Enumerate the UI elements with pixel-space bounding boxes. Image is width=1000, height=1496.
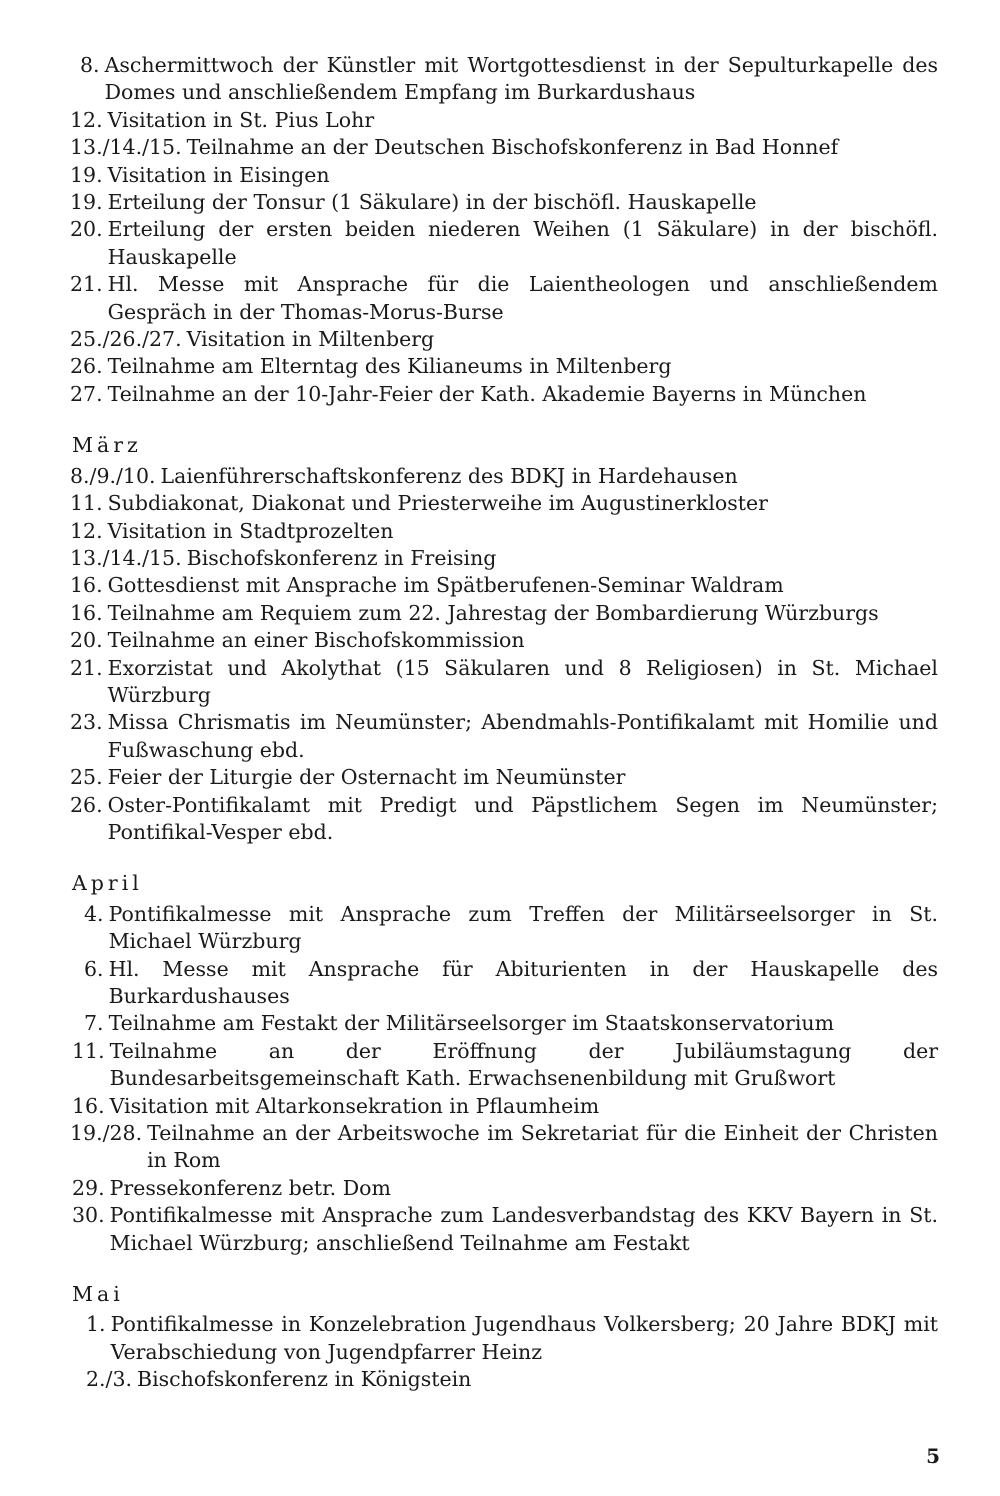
entry-date: 30. [72,1203,105,1228]
entry-text: Bischofskonferenz in Freising [186,545,497,570]
entry-date: 16. [72,1093,105,1118]
list-item [70,52,938,107]
entry-text: Teilnahme an einer Bischofskommission [107,628,525,653]
entry-text: Pontifikalmesse mit Ansprache zum Treffen der Militärseelsorger in St. Michael Würzburg [108,901,938,954]
entry-text: Pontifikalmesse in Konzelebration Jugendhaus Volkersberg; 20 Jahre BDKJ mit Verabschiedung von Jugendpfarrer Heinz [110,1312,938,1364]
entry-text: Erteilung der ersten beiden niederen Weihen (1 Säkulare) in der bischöfl. Hauskapelle [107,217,938,269]
list-item [70,545,938,572]
entry-date: 1. [86,1312,106,1337]
entry-date: 19. [70,162,103,187]
entry-text: Teilnahme an der 10-Jahr-Feier der Kath. Akademie Bayerns in München [107,381,867,406]
list-item [70,271,938,326]
list-item [70,162,938,189]
document-page [70,52,938,1394]
entry-text: Subdiakonat, Diakonat und Priesterweihe im Augustinerkloster [107,491,768,516]
list-item [70,1311,938,1366]
section-maerz [70,432,938,846]
entry-date: 13./14./15. [70,135,182,160]
list-item [70,107,938,134]
entry-date: 12. [70,107,103,132]
page-number: 5 [926,1444,940,1468]
entry-text: Aschermittwoch der Künstler mit Wortgottesdienst in der Sepulturkapelle des Domes und anschließendem Empfang im Burkardushaus [104,53,938,105]
entry-text: Oster-Pontifikalamt mit Predigt und Päpstlichem Segen im Neumünster; Pontifikal-Vesper ebd. [107,792,938,844]
entry-text: Teilnahme am Elterntag des Kilianeums in Miltenberg [107,354,672,379]
entry-date: 12. [70,518,103,543]
entry-date: 7. [84,1011,104,1036]
entry-date: 8./9./10. [70,463,156,488]
entry-date: 27. [70,381,103,406]
entry-date: 8. [80,53,100,77]
entry-date: 16. [70,600,103,625]
entry-date: 21. [70,272,103,297]
entry-date: 11. [70,491,103,516]
entry-text: Pontifikalmesse mit Ansprache zum Landesverbandstag des KKV Bayern in St. Michael Würzburg; anschließend Teilnahme am Festakt [109,1203,938,1255]
entry-text: Erteilung der Tonsur (1 Säkulare) in der bischöfl. Hauskapelle [107,190,757,215]
entry-text: Exorzistat und Akolythat (15 Säkularen und 8 Religiosen) in St. Michael Würzburg [107,655,938,707]
entry-text: Visitation in St. Pius Lohr [107,107,375,132]
list-item [70,463,938,490]
entry-date: 21. [70,655,103,680]
list-item [70,1120,938,1175]
month-heading: April [72,871,143,896]
entry-text: Pressekonferenz betr. Dom [109,1175,391,1200]
entry-date: 20. [70,628,103,653]
list-item [70,490,938,517]
list-item [70,189,938,216]
section-mai [70,1281,938,1394]
entry-text: Teilnahme am Festakt der Militärseelsorger im Staatskonservatorium [108,1011,835,1036]
entry-text: Feier der Liturgie der Osternacht im Neumünster [107,765,626,790]
list-item [70,1175,938,1202]
list-item [70,792,938,847]
entry-date: 26. [70,354,103,379]
entry-text: Visitation mit Altarkonsekration in Pflaumheim [109,1093,600,1118]
entry-date: 25./26./27. [70,327,182,352]
list-item [70,572,938,599]
list-item [70,134,938,161]
month-heading: März [72,433,142,458]
entry-date: 19./28. [70,1121,143,1146]
entry-date: 13./14./15. [70,545,182,570]
list-item [70,216,938,271]
list-item [70,1093,938,1120]
entry-text: Hl. Messe mit Ansprache für die Laientheologen und anschließendem Gespräch in der Thomas-Morus-Burse [107,272,938,324]
list-item [70,627,938,654]
list-item [70,764,938,791]
list-item [70,956,938,1011]
list-item [70,1038,938,1093]
entry-date: 2./3. [86,1367,133,1392]
entry-text: Visitation in Eisingen [107,162,330,187]
list-item [70,1366,938,1393]
entry-text: Teilnahme an der Deutschen Bischofskonferenz in Bad Honnef [186,135,839,160]
list-item [70,1010,938,1037]
entry-date: 23. [70,710,103,735]
list-item [70,1202,938,1257]
entry-text: Hl. Messe mit Ansprache für Abiturienten in der Hauskapelle des Burkardushauses [108,956,938,1008]
section-februar-continued [70,52,938,408]
entry-text: Visitation in Stadtprozelten [107,518,394,543]
section-april [70,870,938,1257]
list-item [70,518,938,545]
entry-date: 11. [72,1038,105,1063]
entry-text: Visitation in Miltenberg [186,327,435,352]
entry-text: Missa Chrismatis im Neumünster; Abendmahls-Pontifikalamt mit Homilie und Fußwaschung ebd. [107,710,938,762]
list-item [70,326,938,353]
entry-date: 25. [70,765,103,790]
entry-date: 16. [70,573,103,598]
entry-date: 29. [72,1175,105,1200]
list-item [70,709,938,764]
list-item [70,353,938,380]
entry-date: 20. [70,217,103,242]
list-item [70,901,938,956]
entry-date: 6. [84,956,104,981]
entry-text: Teilnahme an der Eröffnung der Jubiläumstagung der Bundesarbeitsgemeinschaft Kath. Erwachsenenbildung mit Grußwort [109,1038,938,1091]
list-item [70,600,938,627]
entry-date: 26. [70,792,103,817]
entry-text: Gottesdienst mit Ansprache im Spätberufenen-Seminar Waldram [107,573,784,598]
entry-text: Teilnahme an der Arbeitswoche im Sekretariat für die Einheit der Christen in Rom [147,1121,938,1173]
month-heading: Mai [72,1282,124,1307]
list-item [70,381,938,408]
entry-text: Laienführerschaftskonferenz des BDKJ in Hardehausen [160,463,738,488]
list-item [70,655,938,710]
entry-date: 19. [70,190,103,215]
entry-text: Teilnahme am Requiem zum 22. Jahrestag der Bombardierung Würzburgs [107,600,879,625]
entry-text: Bischofskonferenz in Königstein [137,1367,472,1392]
entry-date: 4. [84,901,104,926]
